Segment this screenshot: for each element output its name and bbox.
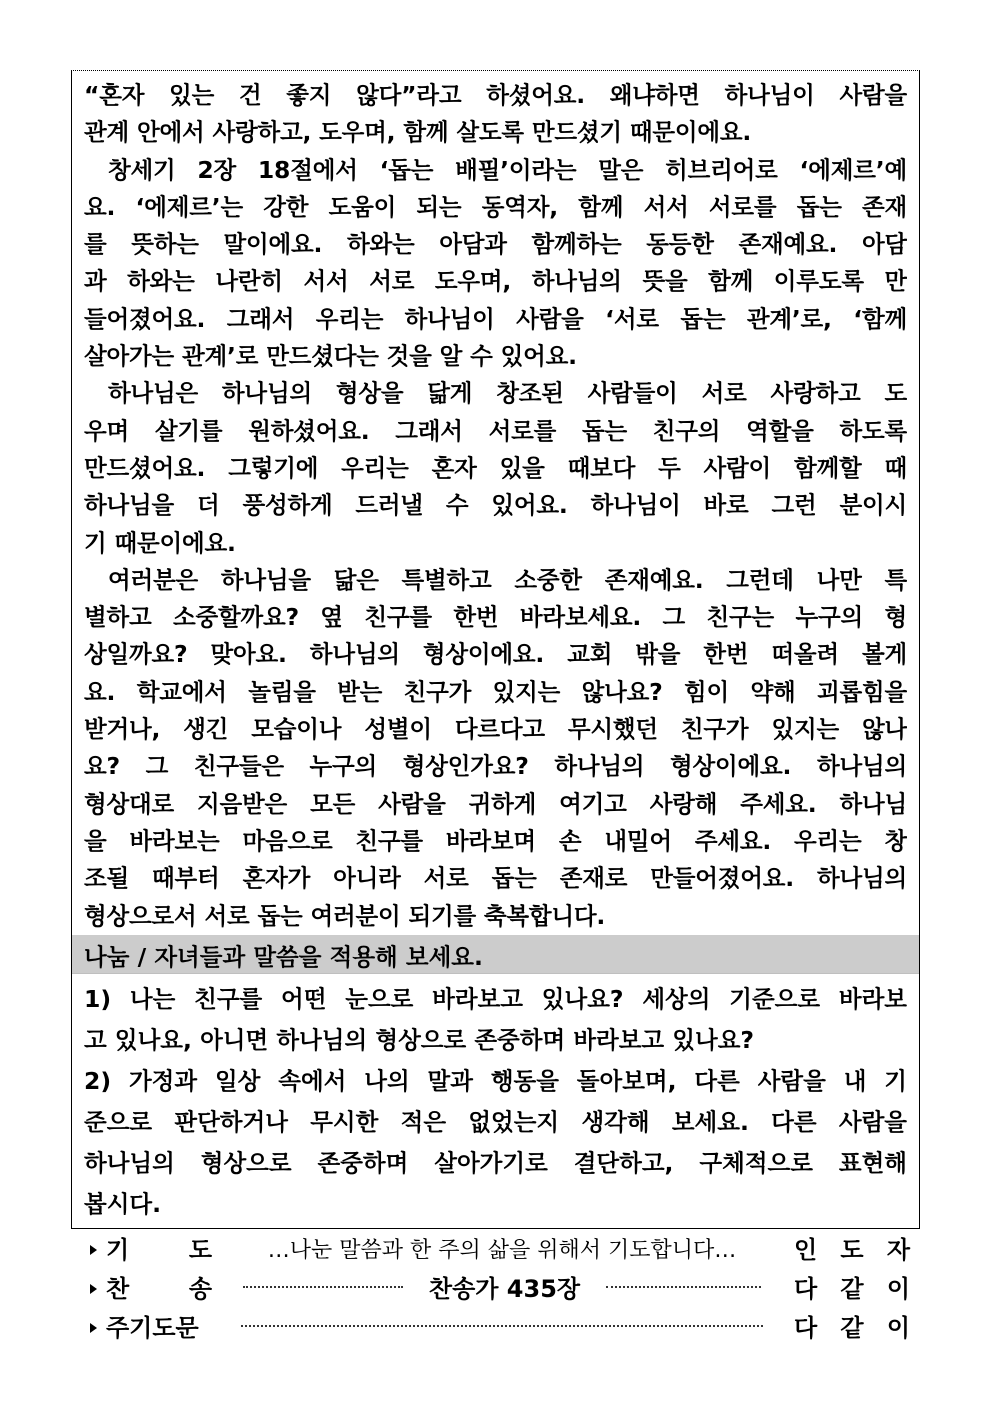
body-line: 창세기 2장 18절에서 ‘돕는 배필’이라는 말은 히브리어로 ‘에제르’예 bbox=[108, 155, 907, 184]
body-line: “혼자 있는 건 좋지 않다”라고 하셨어요. 왜냐하면 하나님이 사람을 bbox=[84, 81, 907, 109]
body-line: 하나님은 하나님의 형상을 닮게 창조된 사람들이 서로 사랑하고 도 bbox=[108, 379, 907, 408]
order-leader-char: 인 bbox=[794, 1236, 818, 1264]
sharing-question-line: 준으로 판단하거나 무시한 적은 없었는지 생각해 보세요. 다른 사람을 bbox=[84, 1108, 907, 1136]
body-line: 상일까요? 맞아요. 하나님의 형상이에요. 교회 밖을 한번 떠올려 볼게 bbox=[84, 640, 907, 669]
order-leader-char: 다 bbox=[794, 1275, 818, 1303]
sharing-heading: 나눔 / 자녀들과 말씀을 적용해 보세요. bbox=[84, 943, 483, 971]
body-line: 을 바라보는 마음으로 친구를 바라보며 손 내밀어 주세요. 우리는 창 bbox=[84, 826, 907, 855]
body-line: 관계 안에서 사랑하고, 도우며, 함께 살도록 만드셨기 때문이에요. bbox=[84, 118, 752, 147]
sharing-question-line: 1) 나는 친구를 어떤 눈으로 바라보고 있나요? 세상의 기준으로 바라보 bbox=[84, 985, 907, 1013]
order-leader bbox=[794, 1309, 910, 1348]
order-label-char: 찬 bbox=[106, 1275, 130, 1303]
order-description bbox=[238, 1270, 766, 1309]
body-line: 기 때문이에요. bbox=[84, 528, 236, 557]
leader-dots bbox=[606, 1284, 761, 1288]
order-leader-char: 이 bbox=[886, 1314, 910, 1342]
body-line: 들어졌어요. 그래서 우리는 하나님이 사람을 ‘서로 돕는 관계’로, ‘함께 bbox=[84, 304, 907, 333]
body-line: 여러분은 하나님을 닮은 특별하고 소중한 존재예요. 그런데 나만 특 bbox=[108, 565, 907, 594]
body-line: 형상으로서 서로 돕는 여러분이 되기를 축복합니다. bbox=[84, 901, 606, 930]
body-line: 요. 학교에서 놀림을 받는 친구가 있지는 않나요? 힘이 약해 괴롭힘을 bbox=[84, 677, 907, 706]
order-leader-char: 다 bbox=[794, 1314, 818, 1342]
sharing-question-line: 고 있나요, 아니면 하나님의 형상으로 존중하며 바라보고 있나요? bbox=[84, 1026, 755, 1054]
body-line: 형상대로 지음받은 모든 사람을 귀하게 여기고 사랑해 주세요. 하나님 bbox=[84, 789, 907, 818]
sermon-body-text bbox=[84, 77, 907, 935]
order-row bbox=[90, 1270, 910, 1309]
order-leader-char: 같 bbox=[840, 1314, 864, 1342]
order-label-char: 기 bbox=[106, 1236, 130, 1264]
order-leader bbox=[794, 1270, 910, 1309]
order-leader-char: 자 bbox=[886, 1236, 910, 1264]
body-line: 를 뜻하는 말이에요. 하와는 아담과 함께하는 동등한 존재예요. 아담 bbox=[84, 230, 907, 259]
order-row bbox=[90, 1231, 910, 1270]
body-line: 조될 때부터 혼자가 아니라 서로 돕는 존재로 만들어졌어요. 하나님의 bbox=[84, 864, 907, 893]
body-line: 요. ‘에제르’는 강한 도움이 되는 동역자, 함께 서서 서로를 돕는 존재 bbox=[84, 192, 907, 221]
body-line: 하나님을 더 풍성하게 드러낼 수 있어요. 하나님이 바로 그런 분이시 bbox=[84, 491, 907, 520]
triangle-bullet-icon bbox=[90, 1323, 97, 1333]
body-line: 요? 그 친구들은 누구의 형상인가요? 하나님의 형상이에요. 하나님의 bbox=[84, 752, 907, 781]
order-leader-char: 이 bbox=[886, 1275, 910, 1303]
order-leader-char: 도 bbox=[840, 1236, 864, 1264]
order-description bbox=[238, 1309, 766, 1348]
order-label-char: 송 bbox=[188, 1275, 212, 1303]
hymn-number: 찬송가 435장 bbox=[428, 1275, 581, 1303]
body-line: 받거나, 생긴 모습이나 성별이 다르다고 무시했던 친구가 있지는 않나 bbox=[84, 715, 907, 744]
triangle-bullet-icon bbox=[90, 1245, 97, 1255]
order-label bbox=[106, 1309, 216, 1348]
leader-dots bbox=[243, 1284, 403, 1288]
order-label-char: 주기도문 bbox=[106, 1314, 199, 1342]
sharing-question-line: 2) 가정과 일상 속에서 나의 말과 행동을 돌아보며, 다른 사람을 내 기 bbox=[84, 1067, 907, 1095]
order-label bbox=[106, 1270, 212, 1309]
order-description: …나눈 말씀과 한 주의 삶을 위해서 기도합니다… bbox=[267, 1238, 737, 1263]
body-line: 우며 살기를 원하셨어요. 그래서 서로를 돕는 친구의 역할을 하도록 bbox=[84, 416, 907, 445]
order-row bbox=[90, 1309, 910, 1348]
leader-dots bbox=[241, 1323, 763, 1327]
order-leader bbox=[794, 1231, 910, 1270]
order-label bbox=[106, 1231, 212, 1270]
sharing-question-line: 봅시다. bbox=[84, 1190, 162, 1218]
sharing-heading-band bbox=[72, 935, 919, 974]
sermon-content-box bbox=[71, 70, 920, 1229]
order-label-char: 도 bbox=[188, 1236, 212, 1264]
sharing-questions bbox=[84, 979, 907, 1225]
body-line: 별하고 소중할까요? 옆 친구를 한번 바라보세요. 그 친구는 누구의 형 bbox=[84, 603, 907, 632]
order-leader-char: 같 bbox=[840, 1275, 864, 1303]
body-line: 살아가는 관계’로 만드셨다는 것을 알 수 있어요. bbox=[84, 342, 577, 371]
body-line: 만드셨어요. 그렇기에 우리는 혼자 있을 때보다 두 사람이 함께할 때 bbox=[84, 453, 907, 482]
order-of-service bbox=[90, 1231, 910, 1348]
sharing-question-line: 하나님의 형상으로 존중하며 살아가기로 결단하고, 구체적으로 표현해 bbox=[84, 1149, 907, 1177]
triangle-bullet-icon bbox=[90, 1284, 97, 1294]
body-line: 과 하와는 나란히 서서 서로 도우며, 하나님의 뜻을 함께 이루도록 만 bbox=[84, 267, 907, 296]
